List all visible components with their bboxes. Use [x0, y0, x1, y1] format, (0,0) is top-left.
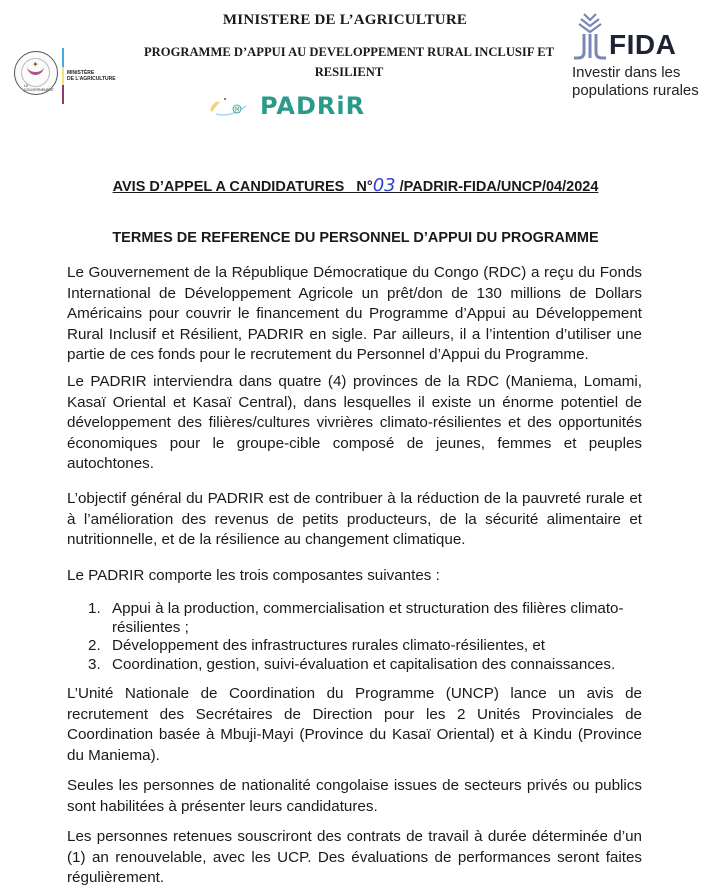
list-item: 1. Appui à la production, commercialisation et structuration des filières climato-résilientes ;: [88, 600, 624, 636]
terms-of-reference-title: TERMES DE REFERENCE DU PERSONNEL D’APPUI DU PROGRAMME: [112, 230, 599, 246]
paragraph-components-intro: Le PADRIR comporte les trois composantes suivantes :: [67, 567, 440, 584]
component-text: Appui à la production, commercialisation et structuration des filières climato-résilientes ;: [112, 600, 624, 636]
components-list: [88, 600, 642, 674]
ministry-logo: [14, 48, 129, 106]
list-item: 3. Coordination, gestion, suivi-évaluation et capitalisation des connaissances.: [88, 655, 616, 673]
paragraph-provinces: Le PADRIR interviendra dans quatre (4) provinces de la RDC (Maniema, Lomami, Kasaï Oriental et Kasaï Central), dans lesquelles il existe un énorme potentiel de développement des filières/cultures vivrières climato-résilientes et des opportunités économiques pour le groupe-cible composé de jeunes, femmes et peuples autochtones.: [67, 373, 642, 473]
fida-wordmark: FIDA: [609, 29, 677, 60]
program-title: PROGRAMME D’APPUI AU DEVELOPPEMENT RURAL INCLUSIF ET RESILIENT: [143, 45, 554, 79]
fida-logo: [568, 10, 711, 105]
component-text: Coordination, gestion, suivi-évaluation et capitalisation des connaissances.: [112, 655, 616, 673]
padrir-logo: [208, 92, 438, 124]
call-title: [0, 175, 711, 196]
ministry-logo-label: MINISTÈRE DE L'AGRICULTURE: [67, 70, 116, 82]
seal-text: LE GOUVERNEMENT: [24, 84, 54, 92]
list-item: 2. Développement des infrastructures rurales climato-résilientes, et: [88, 637, 546, 654]
paragraph-recruitment: L’Unité Nationale de Coordination du Programme (UNCP) lance un avis de recrutement des Secrétaires de Direction pour les 2 Unités Provinciales de Coordination basée à Mbuji-Mayi (Province du Kasaï Oriental) et à Kindu (Province du Maniema).: [67, 685, 642, 764]
fida-wheat-icon: [572, 12, 608, 60]
paragraph-eligibility: Seules les personnes de nationalité congolaise issues de secteurs privés ou publics sont habilitées à présenter leurs candidatures.: [67, 777, 642, 815]
paragraph-contracts: Les personnes retenues souscriront des contrats de travail à durée déterminée d’un (1) an renouvelable, avec les UCP. Des évaluations de performances seront faites régulièrement.: [67, 828, 642, 887]
call-number-handwritten: 03: [372, 175, 396, 196]
ministry-color-bars: [62, 48, 64, 104]
paragraph-objective: L’objectif général du PADRIR est de contribuer à la réduction de la pauvreté rurale et à l’amélioration des revenus de petits producteurs, de la sécurité alimentaire et nutritionnelle, et de la résilience au changement climatique.: [67, 490, 642, 549]
padrir-wordmark: PADRiR: [260, 92, 366, 120]
component-text: Développement des infrastructures rurales climato-résilientes, et: [112, 637, 546, 654]
padrir-emblem-icon: [208, 96, 248, 116]
svg-text:M: M: [235, 107, 240, 113]
ministry-title: MINISTERE DE L’AGRICULTURE: [222, 12, 468, 28]
government-seal-icon: ✦ LE GOUVERNEMENT: [14, 51, 58, 95]
call-title-prefix: AVIS D’APPEL A CANDIDATURES N°: [112, 179, 373, 195]
call-title-suffix: /PADRIR-FIDA/UNCP/04/2024: [395, 179, 599, 195]
paragraph-funding: Le Gouvernement de la République Démocratique du Congo (RDC) a reçu du Fonds International de Développement Agricole un prêt/don de 130 millions de Dollars Américains pour couvrir le financement du Programme d’Appui au Développement Rural Inclusif et Résilient, PADRIR en sigle. Par ailleurs, il a l’intention d’utiliser une partie de ces fonds pour le recrutement du Personnel d’Appui du Programme.: [67, 264, 642, 364]
fida-tagline: Investir dans les populations rurales: [572, 64, 699, 99]
